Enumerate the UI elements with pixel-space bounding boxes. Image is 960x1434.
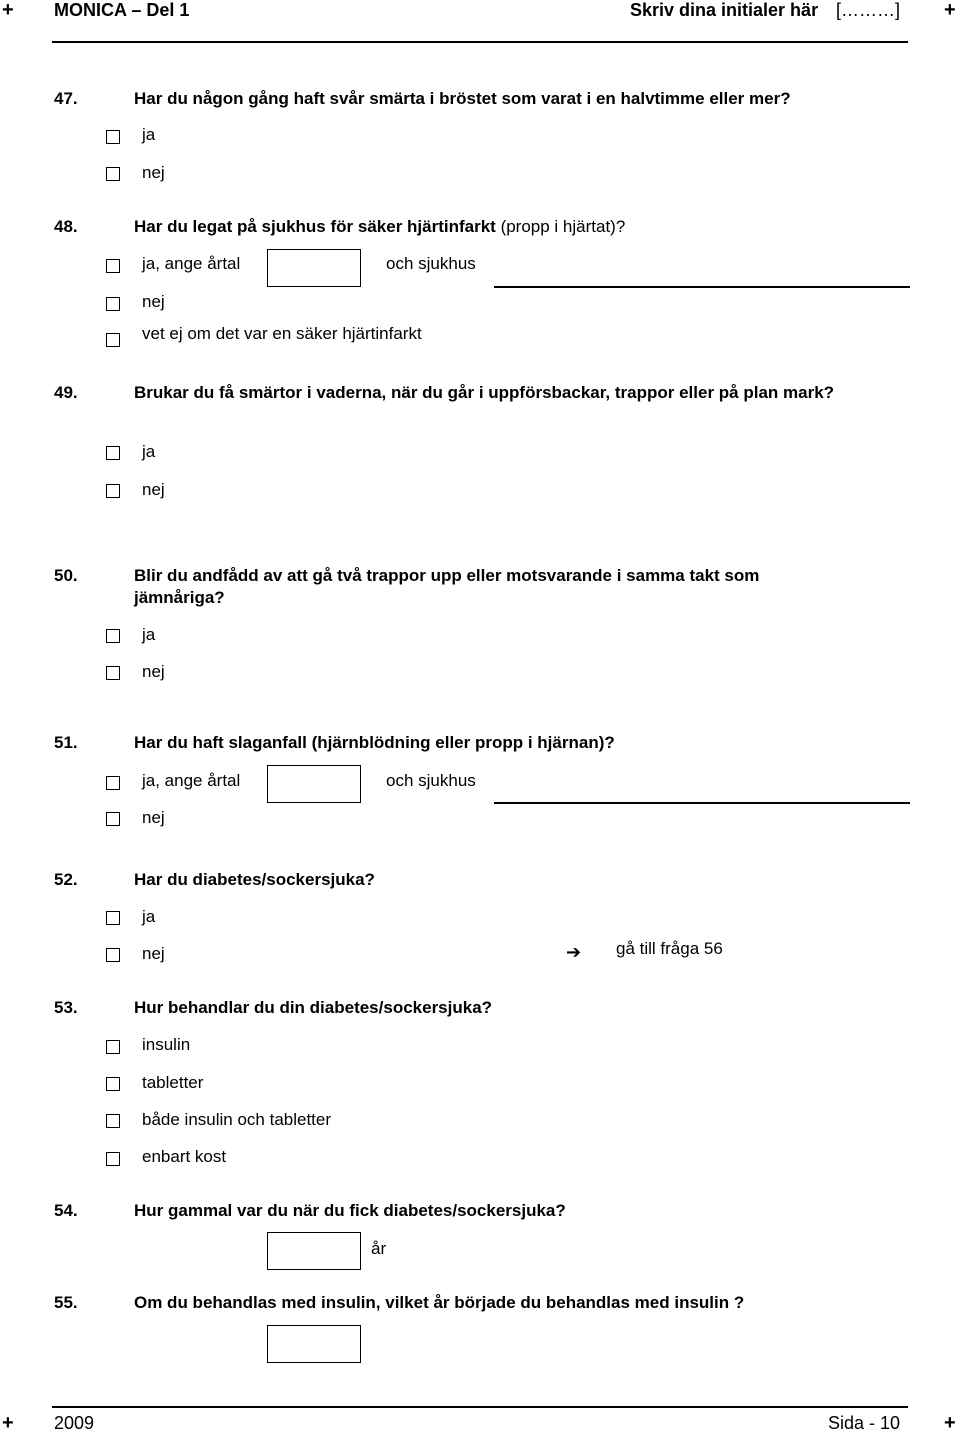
header-rule xyxy=(52,41,908,43)
option-label: nej xyxy=(142,662,165,681)
checkbox-q49-ja[interactable] xyxy=(106,446,120,460)
question-number: 48. xyxy=(54,217,78,236)
question-text: Blir du andfådd av att gå två trappor upp eller motsvarande i samma takt som jämnåriga? xyxy=(134,566,760,607)
option-label: ja xyxy=(142,625,156,644)
option-label: nej xyxy=(142,292,165,311)
hospital-label: och sjukhus xyxy=(386,254,476,273)
option-label: ja, ange årtal xyxy=(142,771,241,790)
question-number: 55. xyxy=(54,1293,78,1312)
skip-instruction: gå till fråga 56 xyxy=(616,939,723,958)
question-text: Hur gammal var du när du fick diabetes/sockersjuka? xyxy=(134,1201,566,1220)
checkbox-q48-nej[interactable] xyxy=(106,297,120,311)
checkbox-q53-bada[interactable] xyxy=(106,1114,120,1128)
page-number: Sida - 10 xyxy=(828,1413,901,1433)
option-label: ja xyxy=(142,125,156,144)
question-number: 47. xyxy=(54,89,78,108)
option-label: nej xyxy=(142,808,165,827)
checkbox-q50-ja[interactable] xyxy=(106,629,120,643)
hospital-input-line-q48[interactable] xyxy=(494,286,910,288)
checkbox-q49-nej[interactable] xyxy=(106,484,120,498)
initials-field[interactable]: [………] xyxy=(836,0,901,20)
initials-label: Skriv dina initialer här xyxy=(630,0,819,20)
checkbox-q52-ja[interactable] xyxy=(106,911,120,925)
option-label: enbart kost xyxy=(142,1147,227,1166)
skip-arrow-icon: ➔ xyxy=(566,942,582,962)
checkbox-q48-ja[interactable] xyxy=(106,259,120,273)
option-label: ja xyxy=(142,442,156,461)
year-input-q51[interactable] xyxy=(267,765,361,803)
option-label: nej xyxy=(142,944,165,963)
question-text: Har du haft slaganfall (hjärnblödning eller propp i hjärnan)? xyxy=(134,733,615,752)
question-text: Har du någon gång haft svår smärta i bröstet som varat i en halvtimme eller mer? xyxy=(134,89,791,108)
question-text: Brukar du få smärtor i vaderna, när du går i uppförsbackar, trappor eller på plan mark? xyxy=(134,383,835,402)
checkbox-q48-vet-ej[interactable] xyxy=(106,333,120,347)
footer-rule xyxy=(52,1406,908,1408)
option-label: både insulin och tabletter xyxy=(142,1110,332,1129)
age-input-q54[interactable] xyxy=(267,1232,361,1270)
question-text-row xyxy=(134,216,625,238)
question-number: 54. xyxy=(54,1201,78,1220)
question-number: 53. xyxy=(54,998,78,1017)
question-text: Har du diabetes/sockersjuka? xyxy=(134,870,375,889)
form-title: MONICA – Del 1 xyxy=(54,0,190,20)
checkbox-q51-nej[interactable] xyxy=(106,812,120,826)
checkbox-q51-ja[interactable] xyxy=(106,776,120,790)
hospital-label: och sjukhus xyxy=(386,771,476,790)
checkbox-q53-insulin[interactable] xyxy=(106,1040,120,1054)
year-input-q55[interactable] xyxy=(267,1325,361,1363)
checkbox-q53-kost[interactable] xyxy=(106,1152,120,1166)
option-label: nej xyxy=(142,480,165,499)
year-input-q48[interactable] xyxy=(267,249,361,287)
checkbox-q53-tabletter[interactable] xyxy=(106,1077,120,1091)
checkbox-q50-nej[interactable] xyxy=(106,666,120,680)
option-label: vet ej om det var en säker hjärtinfarkt xyxy=(142,324,422,343)
corner-plus-top-left: + xyxy=(2,0,14,21)
option-label: insulin xyxy=(142,1035,191,1054)
question-text: Om du behandlas med insulin, vilket år började du behandlas med insulin ? xyxy=(134,1293,745,1312)
option-label: ja xyxy=(142,907,156,926)
checkbox-q47-ja[interactable] xyxy=(106,130,120,144)
option-label: tabletter xyxy=(142,1073,204,1092)
corner-plus-top-right: + xyxy=(944,0,956,21)
corner-plus-bottom-left: + xyxy=(2,1412,14,1434)
question-text-suffix: (propp i hjärtat)? xyxy=(500,217,626,236)
corner-plus-bottom-right: + xyxy=(944,1412,956,1434)
question-number: 49. xyxy=(54,383,78,402)
checkbox-q47-nej[interactable] xyxy=(106,167,120,181)
checkbox-q52-nej[interactable] xyxy=(106,948,120,962)
question-text: Har du legat på sjukhus för säker hjärtinfarkt xyxy=(134,217,496,236)
question-number: 50. xyxy=(54,566,78,585)
question-text: Hur behandlar du din diabetes/sockersjuka? xyxy=(134,998,493,1017)
question-number: 52. xyxy=(54,870,78,889)
question-number: 51. xyxy=(54,733,78,752)
unit-label: år xyxy=(371,1239,387,1258)
option-label: nej xyxy=(142,163,165,182)
hospital-input-line-q51[interactable] xyxy=(494,802,910,804)
option-label: ja, ange årtal xyxy=(142,254,241,273)
footer-year: 2009 xyxy=(54,1413,95,1433)
